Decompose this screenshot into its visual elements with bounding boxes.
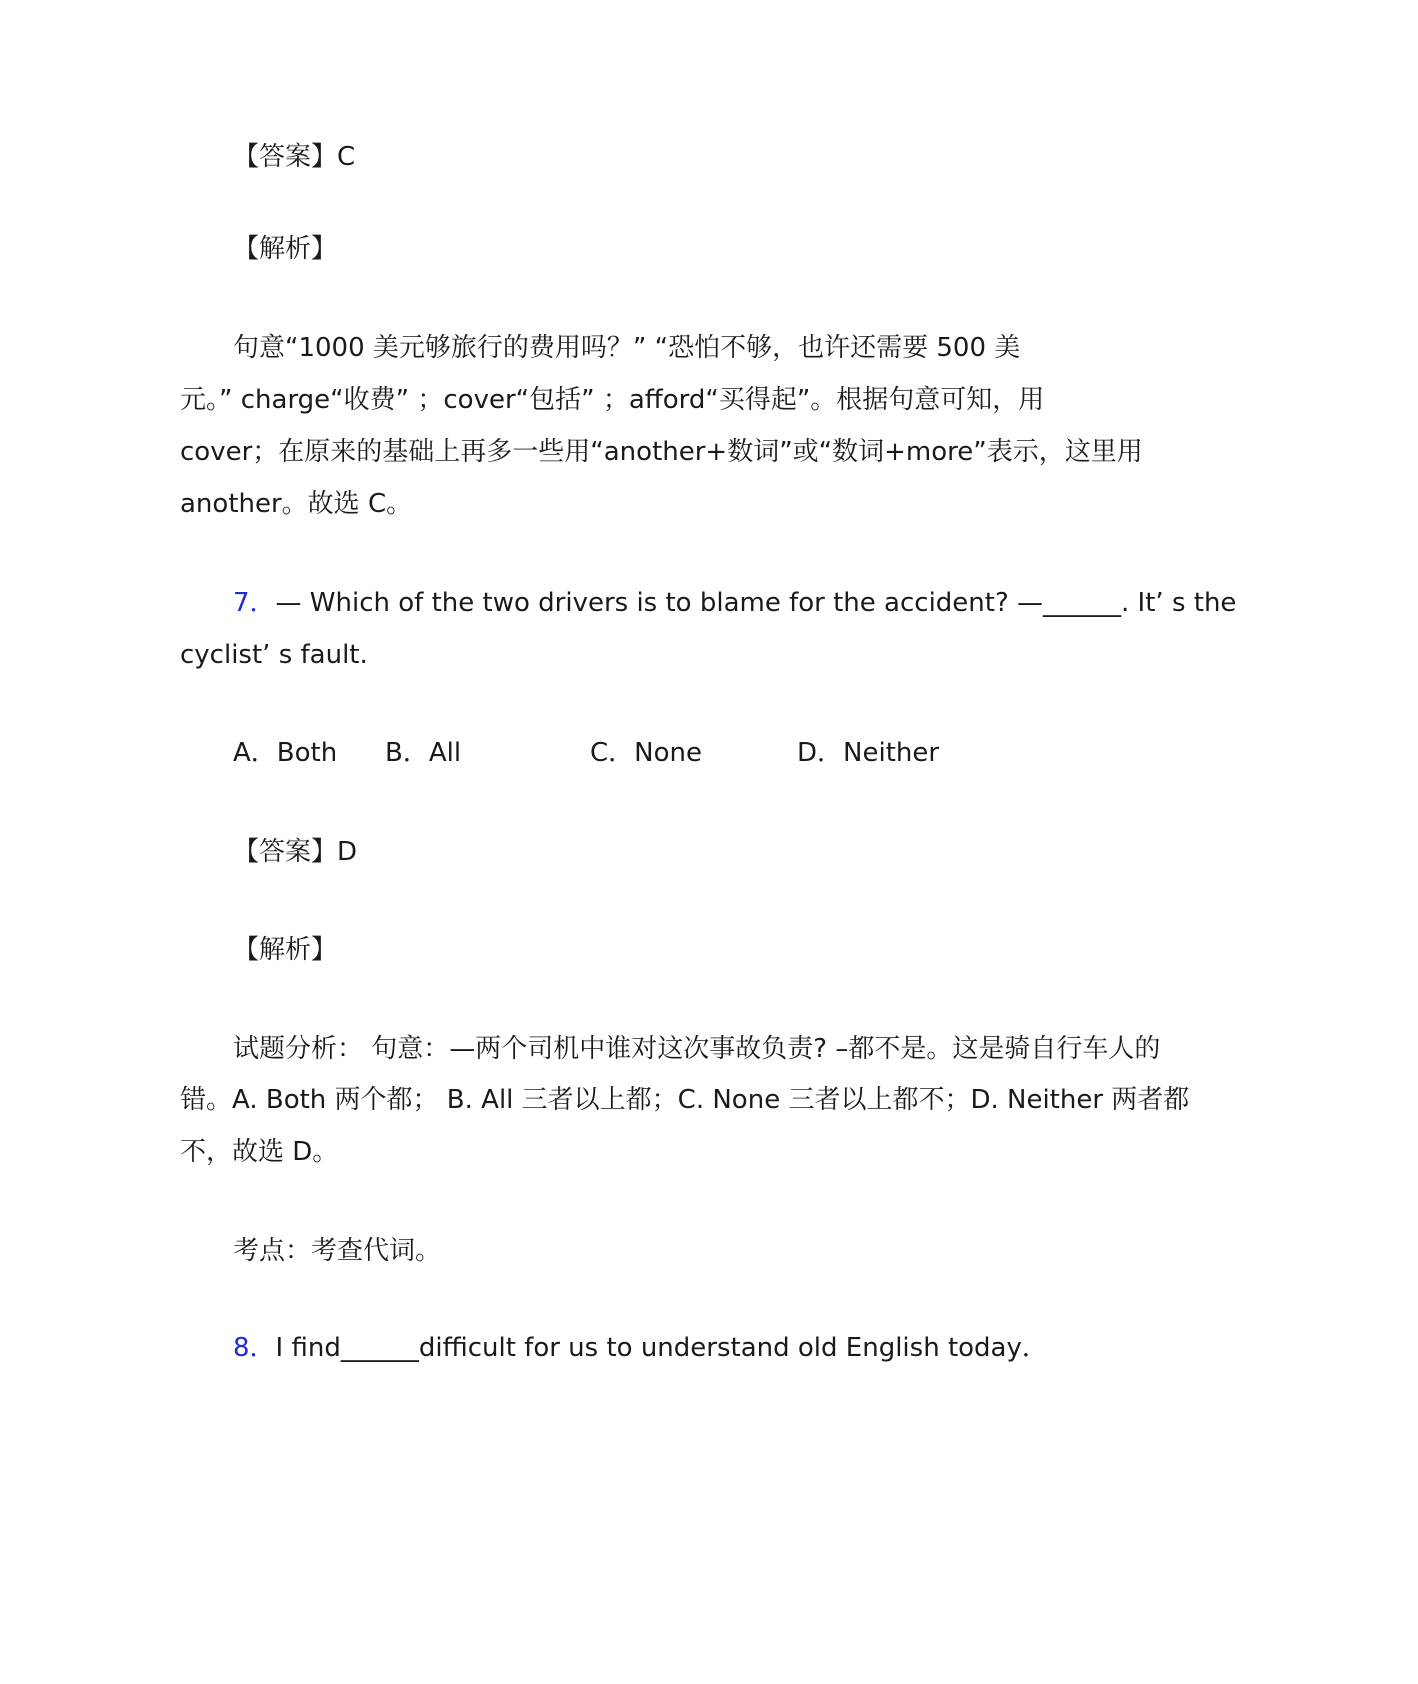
q7-stem-line-2: cyclist’ s fault. (180, 640, 368, 670)
q6-explanation-line-2: 元。” charge“收费” ；cover“包括” ；afford“买得起”。根据句意可知，用 (180, 385, 1045, 415)
q8-stem (233, 1331, 1048, 1365)
q7-stem-line-1 (233, 586, 1236, 620)
q7-option-a: A．Both (233, 738, 338, 768)
q7-analysis-label: 【解析】 (233, 935, 338, 965)
q8-number: 8． (233, 1333, 276, 1363)
q7-answer: 【答案】D (233, 837, 358, 867)
q7-explanation-line-1: 试题分析： 句意：—两个司机中谁对这次事故负责? –都不是。这是骑自行车人的 (233, 1034, 1161, 1064)
q7-stem-text: — Which of the two drivers is to blame for the accident? —______. It’ s the (275, 588, 1237, 618)
q7-number: 7． (233, 588, 276, 618)
q6-answer: 【答案】C (233, 142, 356, 172)
q6-explanation-line-3: cover；在原来的基础上再多一些用“another+数词”或“数词+more”表示，这里用 (180, 437, 1143, 467)
q7-explanation-line-2: 错。A. Both 两个都； B. All 三者以上都；C. None 三者以上都不；D. Neither 两者都 (180, 1085, 1190, 1115)
q6-analysis-label: 【解析】 (233, 234, 338, 264)
q6-explanation-line-4: another。故选 C。 (180, 489, 413, 519)
q8-stem-text: I find______difficult for us to understand old English today． (275, 1333, 1048, 1363)
q7-explanation-line-3: 不，故选 D。 (180, 1137, 339, 1167)
q6-explanation-line-1: 句意“1000 美元够旅行的费用吗？” “恐怕不够，也许还需要 500 美 (233, 333, 1021, 363)
q7-option-d: D．Neither (797, 738, 940, 768)
q7-option-b: B．All (385, 738, 462, 768)
q7-point: 考点：考查代词。 (233, 1236, 442, 1266)
q7-option-c: C．None (590, 738, 702, 768)
